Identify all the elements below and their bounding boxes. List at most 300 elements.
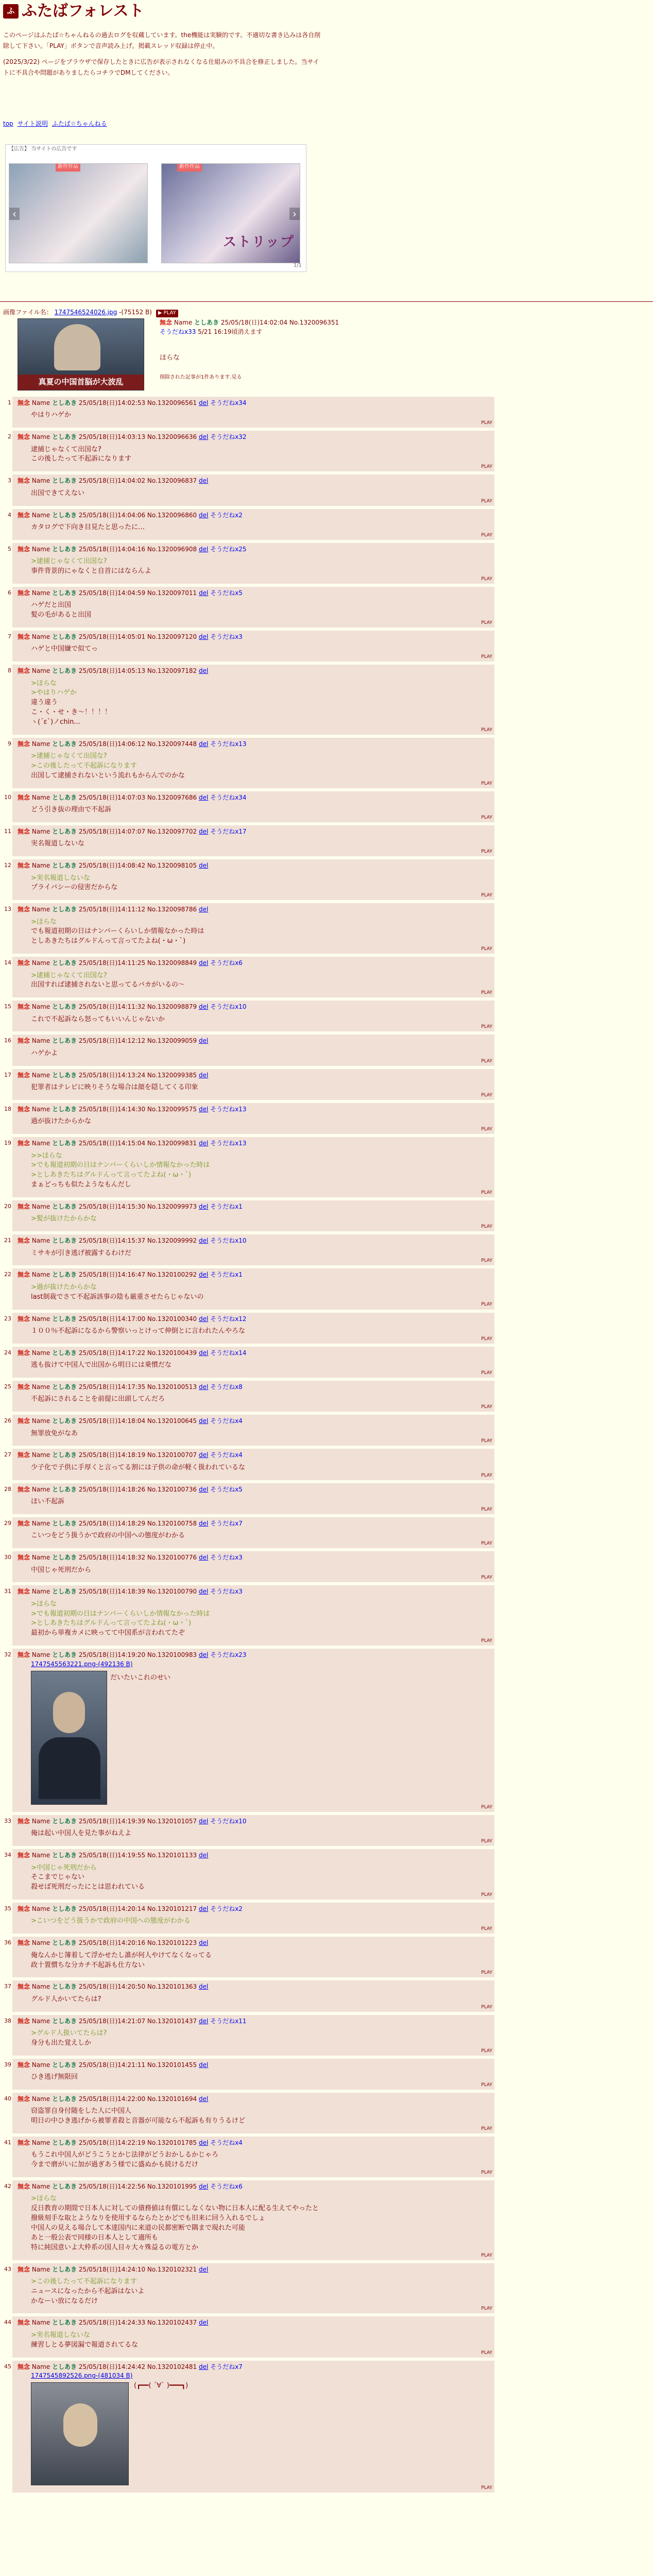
reply-index: 12 bbox=[4, 862, 11, 869]
post-subject: 無念 bbox=[18, 545, 30, 553]
delete-link[interactable]: del bbox=[199, 1519, 209, 1527]
ad-banner-left[interactable] bbox=[9, 163, 148, 263]
reply-header bbox=[18, 959, 490, 968]
play-button[interactable]: PLAY bbox=[481, 1190, 492, 1195]
post-time: 25/05/18(日)14:22:19 bbox=[78, 2139, 146, 2147]
futaba-link[interactable]: ふたば☆ちゃんねる bbox=[51, 120, 107, 127]
reply-index: 24 bbox=[4, 1349, 11, 1356]
play-button[interactable]: PLAY bbox=[481, 532, 492, 538]
name-label: Name bbox=[31, 1417, 50, 1425]
reply-index: 20 bbox=[4, 1202, 11, 1210]
body-line: ミサキが引き逃げ被露するわけだ bbox=[31, 1249, 132, 1257]
reply-header bbox=[18, 1037, 490, 1045]
chevron-left-icon[interactable]: ‹ bbox=[9, 208, 20, 220]
play-button[interactable]: PLAY bbox=[481, 1438, 492, 1444]
post-subject: 無念 bbox=[18, 1651, 30, 1659]
reply-index: 3 bbox=[8, 477, 11, 484]
name-label: Name bbox=[31, 2061, 50, 2069]
delete-link[interactable]: del bbox=[199, 2017, 209, 2025]
post-number: No.1320096837 bbox=[147, 477, 197, 485]
body-line: 反日教育の期間で日本人に対しての債務値は有償にしなくない物に日本人に配る生えてやったと bbox=[31, 2205, 319, 2213]
reply-post bbox=[4, 1980, 494, 2011]
reply-post bbox=[4, 2316, 494, 2357]
delete-link[interactable]: del bbox=[199, 589, 209, 597]
reply-post bbox=[4, 903, 494, 954]
reply-header bbox=[18, 1851, 490, 1860]
delete-link[interactable]: del bbox=[199, 1349, 209, 1357]
sodane-button[interactable]: そうだねx3 bbox=[210, 1588, 243, 1596]
delete-link[interactable]: del bbox=[199, 1417, 209, 1425]
body-line: 実名報道しないな bbox=[31, 840, 85, 848]
name-label: Name bbox=[31, 433, 50, 441]
reply-index: 41 bbox=[4, 2139, 11, 2146]
sodane-button[interactable]: そうだねx2 bbox=[210, 1905, 243, 1913]
delete-link[interactable]: del bbox=[199, 1852, 209, 1859]
quote-line: >>ほらな bbox=[31, 1151, 62, 1160]
poster-name: としあき bbox=[52, 545, 77, 553]
post-subject: 無念 bbox=[18, 1383, 30, 1391]
sodane-button[interactable]: そうだねx7 bbox=[210, 1519, 243, 1527]
post-number: No.1320098849 bbox=[147, 959, 197, 967]
play-button[interactable]: PLAY bbox=[481, 2126, 492, 2131]
play-button[interactable]: PLAY bbox=[481, 620, 492, 625]
sodane-button[interactable]: そうだねx25 bbox=[210, 545, 247, 553]
sodane-button[interactable]: そうだねx13 bbox=[210, 1105, 247, 1113]
poster-name: としあき bbox=[52, 2319, 77, 2327]
reply-post bbox=[4, 1137, 494, 1197]
delete-link[interactable]: del bbox=[199, 1315, 209, 1323]
reply-index: 36 bbox=[4, 1939, 11, 1946]
reply-body bbox=[18, 1829, 490, 1839]
post-number: No.1320102437 bbox=[147, 2319, 197, 2327]
play-button[interactable]: PLAY bbox=[481, 946, 492, 952]
quote-line: >ほらな bbox=[31, 918, 57, 926]
post-subject: 無念 bbox=[18, 2363, 30, 2370]
name-label: Name bbox=[31, 545, 50, 553]
sodane-button[interactable]: そうだねx7 bbox=[210, 2363, 243, 2370]
post-time: 25/05/18(日)14:07:03 bbox=[78, 793, 146, 801]
poster-name: としあき bbox=[52, 1315, 77, 1323]
reply-index: 21 bbox=[4, 1237, 11, 1244]
op-file-link[interactable]: 1747546524026.jpg bbox=[54, 309, 117, 316]
poster-name: としあき bbox=[52, 1554, 77, 1562]
delete-link[interactable]: del bbox=[199, 477, 209, 485]
sodane-button[interactable]: そうだねx34 bbox=[210, 399, 247, 406]
name-label: Name bbox=[31, 1315, 50, 1323]
play-button[interactable]: PLAY bbox=[481, 2485, 492, 2491]
reply-header bbox=[18, 793, 490, 802]
play-button[interactable]: PLAY bbox=[481, 576, 492, 582]
play-button[interactable]: PLAY bbox=[481, 1127, 492, 1132]
reply-list bbox=[0, 397, 494, 2493]
play-button[interactable]: PLAY bbox=[481, 654, 492, 660]
post-subject: 無念 bbox=[18, 862, 30, 870]
reply-body bbox=[18, 1497, 490, 1507]
reply-body bbox=[18, 2194, 490, 2252]
delete-link[interactable]: del bbox=[199, 1939, 209, 1947]
delete-link[interactable]: del bbox=[199, 1271, 209, 1279]
sodane-button[interactable]: そうだねx34 bbox=[210, 793, 247, 801]
delete-link[interactable]: del bbox=[199, 1383, 209, 1391]
name-label: Name bbox=[31, 511, 50, 519]
poster-name: としあき bbox=[52, 1383, 77, 1391]
sodane-button[interactable]: そうだねx6 bbox=[210, 959, 243, 967]
body-line: 出国すれば逮捕されないと思ってるバカがいるの～ bbox=[31, 981, 185, 989]
delete-link[interactable]: del bbox=[199, 1237, 209, 1245]
reply-index: 40 bbox=[4, 2095, 11, 2102]
post-number: No.1320101455 bbox=[147, 2061, 197, 2069]
quote-line: >逮捕じゃなくて出国な? bbox=[31, 557, 107, 566]
post-number: No.1320097120 bbox=[147, 633, 197, 640]
play-button[interactable]: PLAY bbox=[481, 2252, 492, 2258]
body-line: 俺なんかじ簿着して浮かせたし誰が何人やけてなくなってる bbox=[31, 1951, 212, 1959]
post-subject: 無念 bbox=[18, 1140, 30, 1147]
sodane-button[interactable]: そうだねx32 bbox=[210, 433, 247, 441]
delete-link[interactable]: del bbox=[199, 1817, 209, 1825]
play-button[interactable]: PLAY bbox=[481, 1541, 492, 1547]
post-subject: 無念 bbox=[18, 1983, 30, 1991]
quote-line: >でも報道初期の日はナンバーくらいしか情報なかった時は bbox=[31, 1609, 210, 1618]
post-time: 25/05/18(日)14:11:32 bbox=[78, 1003, 146, 1011]
delete-link[interactable]: del bbox=[199, 399, 209, 406]
delete-link[interactable]: del bbox=[199, 1140, 209, 1147]
sodane-button[interactable]: そうだねx10 bbox=[210, 1003, 247, 1011]
sodane-button[interactable]: そうだねx33 bbox=[160, 328, 196, 335]
post-subject: 無念 bbox=[18, 2183, 30, 2191]
reply-body bbox=[18, 557, 490, 577]
sodane-button[interactable]: そうだねx3 bbox=[210, 633, 243, 640]
delete-link[interactable]: del bbox=[199, 1003, 209, 1011]
reply-header bbox=[18, 1905, 490, 1913]
play-button[interactable]: PLAY bbox=[481, 1092, 492, 1098]
op-file-line bbox=[3, 308, 487, 317]
sodane-button[interactable]: そうだねx5 bbox=[210, 1485, 243, 1493]
reply-post bbox=[4, 1313, 494, 1344]
name-label: Name bbox=[31, 589, 50, 597]
post-subject: 無念 bbox=[160, 319, 173, 326]
top-link[interactable]: top bbox=[3, 120, 13, 127]
name-label: Name bbox=[31, 1554, 50, 1562]
poster-name: としあき bbox=[52, 1037, 77, 1045]
sodane-button[interactable]: そうだねx2 bbox=[210, 511, 243, 519]
reply-post bbox=[4, 791, 494, 822]
reply-file-link[interactable]: 1747545892526.png-(481034 B) bbox=[31, 2371, 133, 2379]
body-line: 政十置慣ちな分カチ不起訴も仕方ない bbox=[31, 1961, 145, 1969]
name-label: Name bbox=[31, 1071, 50, 1079]
intro-paragraph-1: このページはふたば☆ちゃんねるの過去ログを収蔵しています。the機能は実験的です。不適切な書き込みは各自削除して下さい。「PLAY」ボタンで音声読み上げ。掲載スレッド収録は停止中。 bbox=[3, 31, 321, 49]
reply-post bbox=[4, 1585, 494, 1646]
play-button[interactable]: PLAY bbox=[481, 1302, 492, 1308]
play-button[interactable]: PLAY bbox=[481, 1926, 492, 1932]
poster-name: としあき bbox=[52, 1519, 77, 1527]
post-number: No.1320101694 bbox=[147, 2095, 197, 2103]
play-button[interactable]: PLAY bbox=[481, 849, 492, 855]
reply-body bbox=[18, 805, 490, 815]
play-button[interactable]: PLAY bbox=[481, 1804, 492, 1810]
play-button[interactable]: PLAY bbox=[481, 727, 492, 733]
play-button[interactable]: PLAY bbox=[481, 1404, 492, 1410]
play-button[interactable]: PLAY bbox=[481, 498, 492, 504]
play-button[interactable]: PLAY bbox=[481, 420, 492, 426]
reply-index: 22 bbox=[4, 1271, 11, 1278]
name-label: Name bbox=[31, 1939, 50, 1947]
post-subject: 無念 bbox=[18, 827, 30, 835]
delete-link[interactable]: del bbox=[199, 2319, 209, 2327]
poster-name: としあき bbox=[52, 633, 77, 640]
post-number: No.1320100776 bbox=[147, 1554, 197, 1562]
play-button[interactable]: PLAY bbox=[481, 815, 492, 820]
play-button[interactable]: PLAY bbox=[481, 1024, 492, 1030]
quote-line: >実名報道しないな bbox=[31, 874, 90, 882]
reply-index: 35 bbox=[4, 1905, 11, 1912]
delete-link[interactable]: del bbox=[199, 1983, 209, 1991]
play-button[interactable]: PLAY bbox=[481, 1575, 492, 1581]
name-label: Name bbox=[31, 2139, 50, 2147]
sodane-button[interactable]: そうだねx1 bbox=[210, 1202, 243, 1210]
reply-post bbox=[4, 1517, 494, 1548]
poster-name: としあき bbox=[52, 477, 77, 485]
poster-name: としあき bbox=[52, 1852, 77, 1859]
post-subject: 無念 bbox=[18, 906, 30, 913]
reply-index: 31 bbox=[4, 1588, 11, 1595]
reply-file-link[interactable]: 1747545563221.png-(492136 B) bbox=[31, 1660, 133, 1668]
delete-link[interactable]: del bbox=[199, 2061, 209, 2069]
play-button[interactable]: PLAY bbox=[481, 2170, 492, 2176]
post-number: No.1320100292 bbox=[147, 1271, 197, 1279]
play-button[interactable]: PLAY bbox=[481, 1506, 492, 1512]
reply-body bbox=[18, 1083, 490, 1093]
delete-link[interactable]: del bbox=[199, 959, 209, 967]
chevron-right-icon[interactable]: › bbox=[289, 208, 300, 220]
reply-image[interactable] bbox=[31, 2382, 129, 2485]
post-subject: 無念 bbox=[18, 667, 30, 675]
reply-post bbox=[4, 1903, 494, 1934]
sodane-button[interactable]: そうだねx6 bbox=[210, 2183, 243, 2191]
reply-body bbox=[18, 1214, 490, 1224]
sodane-button[interactable]: そうだねx8 bbox=[210, 1383, 243, 1391]
delete-link[interactable]: del bbox=[199, 1037, 209, 1045]
deleted-note: 削除された記事が1件あります.見る bbox=[160, 375, 242, 380]
delete-link[interactable]: del bbox=[199, 1905, 209, 1913]
play-button[interactable]: PLAY bbox=[481, 781, 492, 786]
site-logo-icon[interactable]: ふ bbox=[3, 4, 19, 19]
sodane-button[interactable]: そうだねx12 bbox=[210, 1315, 247, 1323]
play-button[interactable]: PLAY bbox=[481, 1970, 492, 1976]
play-button[interactable]: PLAY bbox=[481, 1224, 492, 1230]
post-subject: 無念 bbox=[18, 1271, 30, 1279]
poster-name: としあき bbox=[52, 1237, 77, 1245]
body-line: かなーい放になるだけ bbox=[31, 2297, 98, 2305]
reply-body bbox=[18, 1566, 490, 1575]
reply-post bbox=[4, 2263, 494, 2314]
delete-link[interactable]: del bbox=[199, 2265, 209, 2273]
post-time: 25/05/18(日)14:20:50 bbox=[78, 1983, 146, 1991]
post-number: No.1320097011 bbox=[147, 589, 197, 597]
sodane-button[interactable]: そうだねx4 bbox=[210, 2139, 243, 2147]
reply-post bbox=[8, 543, 494, 584]
sodane-button[interactable]: そうだねx3 bbox=[210, 1554, 243, 1562]
delete-link[interactable]: del bbox=[199, 1485, 209, 1493]
delete-link[interactable]: del bbox=[199, 1588, 209, 1596]
reply-body bbox=[18, 1117, 490, 1127]
play-button[interactable]: PLAY bbox=[481, 2350, 492, 2355]
poster-name: としあき bbox=[52, 1417, 77, 1425]
reply-post bbox=[8, 738, 494, 788]
ad-banner-right[interactable] bbox=[161, 163, 300, 263]
reply-body bbox=[18, 601, 490, 620]
body-line: last制裁でさて不起訴該事の陰も厳重させたらじゃないの bbox=[31, 1293, 204, 1301]
delete-link[interactable]: del bbox=[199, 2363, 209, 2370]
poster-name: としあき bbox=[52, 667, 77, 675]
delete-link[interactable]: del bbox=[199, 667, 209, 675]
poster-name: としあき bbox=[52, 399, 77, 406]
play-button[interactable]: PLAY bbox=[481, 1370, 492, 1376]
play-button[interactable]: PLAY bbox=[481, 1258, 492, 1264]
sodane-button[interactable]: そうだねx23 bbox=[210, 1651, 247, 1659]
delete-link[interactable]: del bbox=[199, 545, 209, 553]
sodane-button[interactable]: そうだねx11 bbox=[210, 2017, 247, 2025]
play-button[interactable]: PLAY bbox=[481, 990, 492, 996]
reply-header bbox=[18, 861, 490, 870]
sodane-button[interactable]: そうだねx1 bbox=[210, 1271, 243, 1279]
sodane-button[interactable]: そうだねx13 bbox=[210, 1140, 247, 1147]
delete-link[interactable]: del bbox=[199, 1105, 209, 1113]
reply-header bbox=[18, 1003, 490, 1011]
quote-line: >こいつをどう扱うかで政府の中国への態度がわかる bbox=[31, 1917, 191, 1925]
delete-link[interactable]: del bbox=[199, 1651, 209, 1659]
body-line: 逮捕じゃなくて出国な? bbox=[31, 445, 101, 453]
sodane-button[interactable]: そうだねx17 bbox=[210, 827, 247, 835]
post-time: 25/05/18(日)14:21:07 bbox=[78, 2017, 146, 2025]
sodane-button[interactable]: そうだねx13 bbox=[210, 740, 247, 748]
play-button[interactable]: PLAY bbox=[481, 2082, 492, 2088]
body-line: 違う違う bbox=[31, 699, 58, 707]
delete-link[interactable]: del bbox=[199, 793, 209, 801]
play-button[interactable]: PLAY bbox=[481, 1058, 492, 1064]
poster-name: としあき bbox=[52, 2265, 77, 2273]
op-file-size: -(75152 B) bbox=[119, 309, 152, 316]
play-button[interactable]: PLAY bbox=[481, 464, 492, 470]
post-time: 25/05/18(日)14:11:12 bbox=[78, 906, 146, 913]
reply-image[interactable] bbox=[31, 1671, 107, 1805]
sodane-button[interactable]: そうだねx14 bbox=[210, 1349, 247, 1357]
op-thumbnail[interactable] bbox=[18, 318, 144, 391]
reply-body bbox=[18, 2029, 490, 2048]
reply-header bbox=[18, 2139, 490, 2147]
play-button[interactable]: PLAY bbox=[481, 2048, 492, 2054]
play-button[interactable]: PLAY bbox=[481, 1839, 492, 1844]
delete-link[interactable]: del bbox=[199, 1071, 209, 1079]
delete-link[interactable]: del bbox=[199, 740, 209, 748]
body-line: 最初から単複カメに映ってて中国系が言われてたぞ bbox=[31, 1629, 185, 1637]
reply-post bbox=[4, 1268, 494, 1309]
post-subject: 無念 bbox=[18, 511, 30, 519]
reply-index: 19 bbox=[4, 1140, 11, 1147]
name-label: Name bbox=[31, 2319, 50, 2327]
reply-header bbox=[18, 1417, 490, 1426]
delete-link[interactable]: del bbox=[199, 1554, 209, 1562]
quote-line: >この後したって不起訴になります bbox=[31, 762, 137, 770]
reply-post bbox=[4, 2093, 494, 2133]
play-button[interactable]: PLAY bbox=[481, 1336, 492, 1342]
delete-link[interactable]: del bbox=[199, 433, 209, 441]
suit-shape bbox=[39, 1737, 100, 1799]
reply-body bbox=[18, 839, 490, 849]
delete-link[interactable]: del bbox=[199, 2139, 209, 2147]
sodane-button[interactable]: そうだねx5 bbox=[210, 589, 243, 597]
delete-link[interactable]: del bbox=[199, 906, 209, 913]
person-figure bbox=[54, 324, 100, 370]
poster-name: としあき bbox=[52, 1905, 77, 1913]
ad-box bbox=[5, 144, 306, 272]
about-link[interactable]: サイト説明 bbox=[17, 120, 48, 127]
delete-link[interactable]: del bbox=[199, 2183, 209, 2191]
post-time: 25/05/18(日)14:11:25 bbox=[78, 959, 146, 967]
delete-link[interactable]: del bbox=[199, 827, 209, 835]
poster-name: としあき bbox=[52, 1588, 77, 1596]
post-time: 25/05/18(日)14:19:20 bbox=[78, 1651, 146, 1659]
reply-post bbox=[4, 1937, 494, 1977]
play-button[interactable]: ▶ PLAY bbox=[156, 310, 178, 317]
post-time: 25/05/18(日)14:18:04 bbox=[78, 1417, 146, 1425]
delete-link[interactable]: del bbox=[199, 1451, 209, 1459]
sodane-button[interactable]: そうだねx10 bbox=[210, 1817, 247, 1825]
name-label: Name bbox=[31, 793, 50, 801]
delete-link[interactable]: del bbox=[199, 862, 209, 870]
reply-post bbox=[8, 474, 494, 505]
delete-link[interactable]: del bbox=[199, 511, 209, 519]
play-button[interactable]: PLAY bbox=[481, 1472, 492, 1478]
quote-line: >この後したって不起訴になります bbox=[31, 2277, 137, 2285]
name-label: Name bbox=[31, 633, 50, 640]
reply-header bbox=[18, 1817, 490, 1826]
post-subject: 無念 bbox=[18, 1939, 30, 1947]
sodane-button[interactable]: そうだねx4 bbox=[210, 1417, 243, 1425]
play-button[interactable]: PLAY bbox=[481, 1892, 492, 1898]
name-label: Name bbox=[31, 740, 50, 748]
reply-post bbox=[8, 665, 494, 735]
play-button[interactable]: PLAY bbox=[481, 2306, 492, 2312]
delete-link[interactable]: del bbox=[199, 633, 209, 640]
post-number: No.1320101133 bbox=[147, 1852, 197, 1859]
reply-post bbox=[4, 1069, 494, 1100]
post-time: 25/05/18(日)14:05:01 bbox=[78, 633, 146, 640]
reply-post bbox=[4, 1200, 494, 1231]
body-line: 窃盗罪自身付随をした人に中国人 bbox=[31, 2107, 132, 2115]
reply-index: 1 bbox=[8, 399, 11, 406]
play-button[interactable]: PLAY bbox=[481, 2004, 492, 2010]
post-subject: 無念 bbox=[18, 1485, 30, 1493]
reply-body bbox=[18, 445, 490, 465]
play-button[interactable]: PLAY bbox=[481, 1638, 492, 1644]
post-time: 25/05/18(日)14:20:16 bbox=[78, 1939, 146, 1947]
reply-body bbox=[18, 971, 490, 991]
reply-body bbox=[18, 1951, 490, 1971]
delete-link[interactable]: del bbox=[199, 2095, 209, 2103]
delete-link[interactable]: del bbox=[199, 1202, 209, 1210]
post-time: 25/05/18(日)14:18:19 bbox=[78, 1451, 146, 1459]
poster-name: としあき bbox=[52, 1817, 77, 1825]
name-label: Name bbox=[31, 1651, 50, 1659]
play-button[interactable]: PLAY bbox=[481, 893, 492, 899]
reply-body bbox=[18, 918, 490, 947]
sodane-button[interactable]: そうだねx4 bbox=[210, 1451, 243, 1459]
quote-line: >グルド人扱いてたらは? bbox=[31, 2029, 107, 2038]
reply-post bbox=[4, 1381, 494, 1412]
sodane-button[interactable]: そうだねx10 bbox=[210, 1237, 247, 1245]
name-label: Name bbox=[31, 1237, 50, 1245]
reply-index: 23 bbox=[4, 1315, 11, 1322]
